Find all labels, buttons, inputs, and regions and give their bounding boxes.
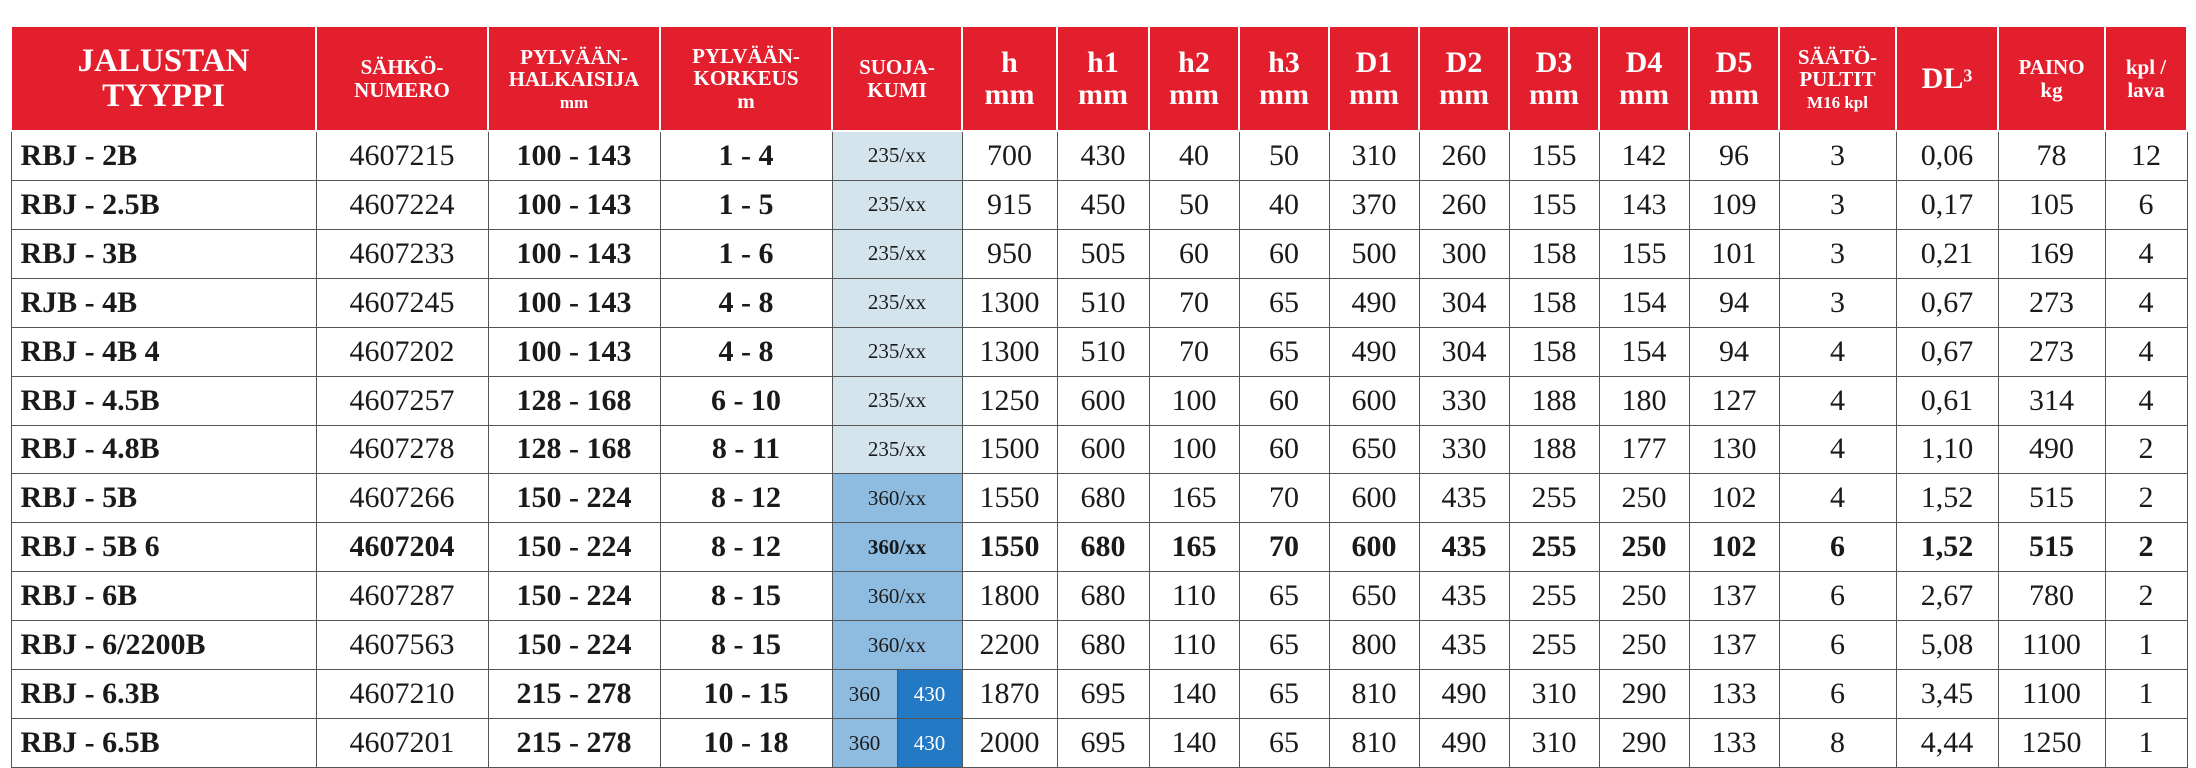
cell-suojakumi-a: 360: [833, 670, 897, 718]
cell-suojakumi: [832, 670, 962, 719]
cell-halk: 100 - 143: [488, 131, 660, 180]
cell-d3: 188: [1509, 376, 1599, 425]
cell-h3: 40: [1239, 180, 1329, 229]
cell-kork: 8 - 12: [660, 474, 832, 523]
cell-type: RBJ - 4.8B: [11, 425, 316, 474]
cell-h2: 140: [1149, 719, 1239, 768]
cell-sahko: 4607233: [316, 229, 488, 278]
cell-kork: 1 - 6: [660, 229, 832, 278]
cell-d3: 188: [1509, 425, 1599, 474]
cell-kork: 8 - 15: [660, 572, 832, 621]
cell-kpl: 2: [2105, 572, 2187, 621]
cell-h3: 50: [1239, 131, 1329, 180]
cell-dl: 1,52: [1896, 523, 1998, 572]
cell-d3: 255: [1509, 474, 1599, 523]
cell-suojakumi-a: 360: [833, 719, 897, 767]
cell-sahko: 4607210: [316, 670, 488, 719]
cell-h1: 510: [1057, 278, 1149, 327]
cell-d2: 260: [1419, 131, 1509, 180]
cell-pultit: 6: [1779, 670, 1896, 719]
cell-h2: 50: [1149, 180, 1239, 229]
cell-h: 1800: [962, 572, 1057, 621]
cell-paino: 78: [1998, 131, 2105, 180]
cell-d3: 255: [1509, 621, 1599, 670]
cell-h2: 110: [1149, 621, 1239, 670]
cell-d4: 250: [1599, 474, 1689, 523]
cell-h2: 110: [1149, 572, 1239, 621]
cell-paino: 169: [1998, 229, 2105, 278]
cell-h1: 680: [1057, 621, 1149, 670]
cell-h3: 60: [1239, 229, 1329, 278]
cell-kpl: 2: [2105, 523, 2187, 572]
cell-h1: 680: [1057, 474, 1149, 523]
cell-kpl: 4: [2105, 229, 2187, 278]
cell-sahko: 4607563: [316, 621, 488, 670]
cell-paino: 515: [1998, 523, 2105, 572]
cell-type: RJB - 4B: [11, 278, 316, 327]
cell-pultit: 3: [1779, 229, 1896, 278]
cell-suojakumi: 235/xx: [832, 229, 962, 278]
cell-sahko: 4607245: [316, 278, 488, 327]
header-row: [11, 26, 2187, 131]
cell-type: RBJ - 2.5B: [11, 180, 316, 229]
cell-d1: 800: [1329, 621, 1419, 670]
specification-table: [10, 25, 2188, 768]
header-h: h mm: [962, 26, 1057, 131]
cell-kpl: 1: [2105, 719, 2187, 768]
cell-kpl: 6: [2105, 180, 2187, 229]
cell-halk: 150 - 224: [488, 621, 660, 670]
cell-suojakumi: 360/xx: [832, 474, 962, 523]
cell-kork: 1 - 4: [660, 131, 832, 180]
cell-suojakumi: 235/xx: [832, 278, 962, 327]
cell-kork: 4 - 8: [660, 327, 832, 376]
cell-kpl: 1: [2105, 670, 2187, 719]
cell-suojakumi: [832, 719, 962, 768]
cell-kpl: 4: [2105, 278, 2187, 327]
cell-sahko: 4607202: [316, 327, 488, 376]
cell-paino: 105: [1998, 180, 2105, 229]
cell-d1: 600: [1329, 376, 1419, 425]
cell-h: 1550: [962, 523, 1057, 572]
cell-h3: 65: [1239, 327, 1329, 376]
cell-d4: 155: [1599, 229, 1689, 278]
cell-suojakumi: 360/xx: [832, 572, 962, 621]
cell-h2: 60: [1149, 229, 1239, 278]
cell-d3: 155: [1509, 180, 1599, 229]
cell-d5: 130: [1689, 425, 1779, 474]
table-row: [11, 278, 2187, 327]
cell-suojakumi: 235/xx: [832, 131, 962, 180]
cell-pultit: 4: [1779, 425, 1896, 474]
cell-h2: 165: [1149, 474, 1239, 523]
table-row: [11, 621, 2187, 670]
cell-d5: 94: [1689, 327, 1779, 376]
cell-h1: 680: [1057, 523, 1149, 572]
header-korkeus: PYLVÄÄN- KORKEUS m: [660, 26, 832, 131]
cell-h: 2200: [962, 621, 1057, 670]
cell-h2: 100: [1149, 425, 1239, 474]
header-h2: h2 mm: [1149, 26, 1239, 131]
table-row: [11, 572, 2187, 621]
cell-d4: 142: [1599, 131, 1689, 180]
cell-kork: 10 - 18: [660, 719, 832, 768]
cell-d2: 260: [1419, 180, 1509, 229]
cell-dl: 1,52: [1896, 474, 1998, 523]
cell-dl: 0,21: [1896, 229, 1998, 278]
cell-d3: 155: [1509, 131, 1599, 180]
header-d5: D5 mm: [1689, 26, 1779, 131]
cell-h2: 140: [1149, 670, 1239, 719]
cell-d5: 137: [1689, 572, 1779, 621]
header-suojakumi: SUOJA- KUMI: [832, 26, 962, 131]
cell-d5: 102: [1689, 474, 1779, 523]
cell-h: 1870: [962, 670, 1057, 719]
cell-type: RBJ - 5B: [11, 474, 316, 523]
header-d3: D3 mm: [1509, 26, 1599, 131]
cell-pultit: 6: [1779, 572, 1896, 621]
cell-h1: 695: [1057, 719, 1149, 768]
cell-halk: 100 - 143: [488, 229, 660, 278]
cell-d3: 310: [1509, 719, 1599, 768]
cell-d3: 255: [1509, 572, 1599, 621]
cell-h3: 60: [1239, 376, 1329, 425]
cell-dl: 0,67: [1896, 327, 1998, 376]
cell-h2: 70: [1149, 278, 1239, 327]
cell-d3: 158: [1509, 229, 1599, 278]
cell-suojakumi: 235/xx: [832, 327, 962, 376]
cell-paino: 1250: [1998, 719, 2105, 768]
cell-type: RBJ - 3B: [11, 229, 316, 278]
cell-h1: 510: [1057, 327, 1149, 376]
cell-d5: 133: [1689, 670, 1779, 719]
cell-paino: 1100: [1998, 621, 2105, 670]
header-paino: PAINO kg: [1998, 26, 2105, 131]
cell-sahko: 4607287: [316, 572, 488, 621]
table-row: [11, 474, 2187, 523]
cell-h: 700: [962, 131, 1057, 180]
cell-paino: 515: [1998, 474, 2105, 523]
table-row: [11, 425, 2187, 474]
cell-dl: 0,67: [1896, 278, 1998, 327]
header-type: JALUSTAN TYYPPI: [11, 26, 316, 131]
cell-dl: 3,45: [1896, 670, 1998, 719]
cell-halk: 128 - 168: [488, 425, 660, 474]
cell-suojakumi: 235/xx: [832, 376, 962, 425]
cell-h3: 65: [1239, 278, 1329, 327]
cell-kpl: 12: [2105, 131, 2187, 180]
cell-h: 1550: [962, 474, 1057, 523]
cell-type: RBJ - 6.5B: [11, 719, 316, 768]
cell-d1: 650: [1329, 572, 1419, 621]
cell-suojakumi-b: 430: [897, 719, 962, 767]
cell-dl: 1,10: [1896, 425, 1998, 474]
cell-halk: 150 - 224: [488, 474, 660, 523]
table-row: [11, 376, 2187, 425]
header-dl3: $DL^3$: [1896, 26, 1998, 131]
cell-halk: 100 - 143: [488, 180, 660, 229]
cell-d4: 154: [1599, 278, 1689, 327]
cell-d4: 143: [1599, 180, 1689, 229]
cell-paino: 1100: [1998, 670, 2105, 719]
cell-d2: 304: [1419, 278, 1509, 327]
cell-d4: 177: [1599, 425, 1689, 474]
table-row: [11, 229, 2187, 278]
cell-h2: 40: [1149, 131, 1239, 180]
cell-d2: 490: [1419, 719, 1509, 768]
cell-d2: 490: [1419, 670, 1509, 719]
cell-h: 1300: [962, 327, 1057, 376]
cell-d2: 300: [1419, 229, 1509, 278]
table-row: [11, 670, 2187, 719]
cell-d2: 435: [1419, 621, 1509, 670]
cell-pultit: 6: [1779, 621, 1896, 670]
cell-pultit: 4: [1779, 376, 1896, 425]
cell-kpl: 1: [2105, 621, 2187, 670]
cell-h: 1300: [962, 278, 1057, 327]
cell-paino: 273: [1998, 278, 2105, 327]
table-row: [11, 327, 2187, 376]
cell-halk: 100 - 143: [488, 278, 660, 327]
cell-paino: 273: [1998, 327, 2105, 376]
cell-halk: 100 - 143: [488, 327, 660, 376]
cell-h1: 600: [1057, 425, 1149, 474]
cell-h1: 450: [1057, 180, 1149, 229]
cell-type: RBJ - 2B: [11, 131, 316, 180]
cell-dl: 0,61: [1896, 376, 1998, 425]
cell-halk: 215 - 278: [488, 719, 660, 768]
cell-kork: 10 - 15: [660, 670, 832, 719]
cell-dl: 2,67: [1896, 572, 1998, 621]
cell-d5: 109: [1689, 180, 1779, 229]
cell-sahko: 4607204: [316, 523, 488, 572]
cell-pultit: 4: [1779, 474, 1896, 523]
cell-d5: 102: [1689, 523, 1779, 572]
cell-d5: 127: [1689, 376, 1779, 425]
cell-suojakumi: 360/xx: [832, 621, 962, 670]
header-halkaisija: PYLVÄÄN- HALKAISIJA mm: [488, 26, 660, 131]
cell-type: RBJ - 4B 4: [11, 327, 316, 376]
cell-h2: 70: [1149, 327, 1239, 376]
cell-sahko: 4607201: [316, 719, 488, 768]
cell-pultit: 8: [1779, 719, 1896, 768]
cell-h2: 100: [1149, 376, 1239, 425]
cell-d1: 490: [1329, 278, 1419, 327]
cell-d1: 370: [1329, 180, 1419, 229]
cell-h1: 600: [1057, 376, 1149, 425]
cell-h3: 70: [1239, 523, 1329, 572]
cell-kork: 6 - 10: [660, 376, 832, 425]
header-d4: D4 mm: [1599, 26, 1689, 131]
cell-type: RBJ - 5B 6: [11, 523, 316, 572]
table-row: [11, 719, 2187, 768]
cell-suojakumi: 235/xx: [832, 180, 962, 229]
cell-paino: 314: [1998, 376, 2105, 425]
cell-h1: 430: [1057, 131, 1149, 180]
cell-d1: 310: [1329, 131, 1419, 180]
cell-h1: 680: [1057, 572, 1149, 621]
cell-d4: 290: [1599, 670, 1689, 719]
cell-type: RBJ - 6.3B: [11, 670, 316, 719]
cell-d2: 435: [1419, 523, 1509, 572]
cell-h1: 695: [1057, 670, 1149, 719]
cell-type: RBJ - 6B: [11, 572, 316, 621]
table-row: [11, 131, 2187, 180]
cell-sahko: 4607278: [316, 425, 488, 474]
cell-paino: 780: [1998, 572, 2105, 621]
cell-paino: 490: [1998, 425, 2105, 474]
cell-kpl: 2: [2105, 425, 2187, 474]
cell-dl: 0,06: [1896, 131, 1998, 180]
cell-h1: 505: [1057, 229, 1149, 278]
cell-pultit: 3: [1779, 131, 1896, 180]
cell-d4: 180: [1599, 376, 1689, 425]
cell-kpl: 4: [2105, 376, 2187, 425]
cell-pultit: 3: [1779, 180, 1896, 229]
cell-kork: 8 - 15: [660, 621, 832, 670]
cell-d3: 255: [1509, 523, 1599, 572]
cell-h: 1250: [962, 376, 1057, 425]
cell-h2: 165: [1149, 523, 1239, 572]
cell-h3: 70: [1239, 474, 1329, 523]
cell-kork: 4 - 8: [660, 278, 832, 327]
cell-type: RBJ - 4.5B: [11, 376, 316, 425]
header-saatopultit: SÄÄTÖ- PULTIT M16 kpl: [1779, 26, 1896, 131]
cell-suojakumi-b: 430: [897, 670, 962, 718]
cell-halk: 215 - 278: [488, 670, 660, 719]
cell-h3: 65: [1239, 719, 1329, 768]
cell-kork: 1 - 5: [660, 180, 832, 229]
cell-d5: 133: [1689, 719, 1779, 768]
cell-h: 915: [962, 180, 1057, 229]
cell-halk: 150 - 224: [488, 572, 660, 621]
cell-h: 950: [962, 229, 1057, 278]
cell-h3: 65: [1239, 621, 1329, 670]
cell-kork: 8 - 11: [660, 425, 832, 474]
cell-d2: 435: [1419, 474, 1509, 523]
cell-pultit: 4: [1779, 327, 1896, 376]
cell-type: RBJ - 6/2200B: [11, 621, 316, 670]
cell-d4: 290: [1599, 719, 1689, 768]
cell-d4: 154: [1599, 327, 1689, 376]
cell-halk: 150 - 224: [488, 523, 660, 572]
cell-h: 1500: [962, 425, 1057, 474]
cell-d3: 158: [1509, 278, 1599, 327]
cell-kpl: 2: [2105, 474, 2187, 523]
cell-h3: 65: [1239, 670, 1329, 719]
cell-dl: 4,44: [1896, 719, 1998, 768]
cell-d1: 500: [1329, 229, 1419, 278]
header-h1: h1 mm: [1057, 26, 1149, 131]
table-body: [11, 131, 2187, 768]
table-row: [11, 180, 2187, 229]
header-d1: D1 mm: [1329, 26, 1419, 131]
cell-d3: 310: [1509, 670, 1599, 719]
cell-d2: 435: [1419, 572, 1509, 621]
cell-d1: 650: [1329, 425, 1419, 474]
header-sahko: SÄHKÖ- NUMERO: [316, 26, 488, 131]
cell-d1: 810: [1329, 670, 1419, 719]
cell-d2: 330: [1419, 376, 1509, 425]
cell-d1: 490: [1329, 327, 1419, 376]
cell-sahko: 4607215: [316, 131, 488, 180]
cell-d3: 158: [1509, 327, 1599, 376]
cell-d1: 810: [1329, 719, 1419, 768]
cell-sahko: 4607257: [316, 376, 488, 425]
cell-halk: 128 - 168: [488, 376, 660, 425]
header-kpl-lava: kpl / lava: [2105, 26, 2187, 131]
cell-d1: 600: [1329, 474, 1419, 523]
cell-d2: 330: [1419, 425, 1509, 474]
table-row: [11, 523, 2187, 572]
cell-suojakumi: 360/xx: [832, 523, 962, 572]
header-d2: D2 mm: [1419, 26, 1509, 131]
cell-kpl: 4: [2105, 327, 2187, 376]
cell-d4: 250: [1599, 523, 1689, 572]
cell-d4: 250: [1599, 621, 1689, 670]
cell-d5: 101: [1689, 229, 1779, 278]
cell-sahko: 4607266: [316, 474, 488, 523]
cell-pultit: 3: [1779, 278, 1896, 327]
cell-d4: 250: [1599, 572, 1689, 621]
cell-kork: 8 - 12: [660, 523, 832, 572]
cell-d5: 94: [1689, 278, 1779, 327]
cell-d5: 96: [1689, 131, 1779, 180]
cell-h3: 60: [1239, 425, 1329, 474]
cell-sahko: 4607224: [316, 180, 488, 229]
cell-d5: 137: [1689, 621, 1779, 670]
cell-pultit: 6: [1779, 523, 1896, 572]
cell-h3: 65: [1239, 572, 1329, 621]
cell-suojakumi: 235/xx: [832, 425, 962, 474]
cell-dl: 0,17: [1896, 180, 1998, 229]
header-h3: h3 mm: [1239, 26, 1329, 131]
cell-d2: 304: [1419, 327, 1509, 376]
cell-dl: 5,08: [1896, 621, 1998, 670]
cell-d1: 600: [1329, 523, 1419, 572]
cell-h: 2000: [962, 719, 1057, 768]
